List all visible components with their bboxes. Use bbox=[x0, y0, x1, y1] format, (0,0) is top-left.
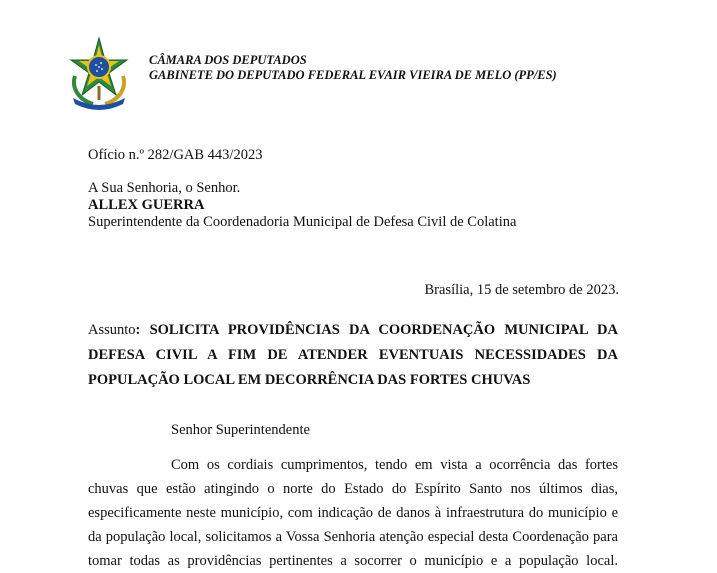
body-line-5: tomar todas as providências pertinentes a socorrer o município e a população local. bbox=[88, 553, 618, 569]
recipient-block bbox=[88, 180, 516, 231]
recipient-name: ALLEX GUERRA bbox=[88, 197, 205, 213]
salutation: Senhor Superintendente bbox=[171, 422, 310, 438]
body-paragraph bbox=[88, 453, 618, 573]
subject-label: Assunto bbox=[88, 322, 136, 338]
body-line-2: chuvas que estão atingindo o norte do Estado do Espírito Santo nos últimos dias, bbox=[88, 481, 618, 497]
recipient-title: Superintendente da Coordenadoria Municipal de Defesa Civil de Colatina bbox=[88, 214, 517, 230]
body-line-4: da população local, solicitamos a Vossa Senhoria atenção especial desta Coordenação para bbox=[88, 529, 618, 545]
document-date: Brasília, 15 de setembro de 2023. bbox=[424, 282, 619, 298]
subject-line-1: SOLICITA PROVIDÊNCIAS DA COORDENAÇÃO MUNICIPAL DA bbox=[149, 322, 618, 338]
subject-line-3: POPULAÇÃO LOCAL EM DECORRÊNCIA DAS FORTES CHUVAS bbox=[88, 372, 531, 388]
document-reference: Ofício n.º 282/GAB 443/2023 bbox=[88, 147, 263, 163]
subject-block bbox=[88, 318, 618, 393]
letterhead-line-2: GABINETE DO DEPUTADO FEDERAL EVAIR VIEIRA DE MELO (PP/ES) bbox=[149, 68, 557, 82]
subject-colon: : bbox=[135, 322, 141, 338]
letterhead-line-1: CÂMARA DOS DEPUTADOS bbox=[149, 53, 307, 67]
recipient-line: A Sua Senhoria, o Senhor. bbox=[88, 180, 241, 196]
body-line-1: Com os cordiais cumprimentos, tendo em vista a ocorrência das fortes bbox=[171, 457, 618, 473]
subject-line-2: DEFESA CIVIL A FIM DE ATENDER EVENTUAIS NECESSIDADES DA bbox=[88, 347, 618, 363]
body-line-3: especificamente neste município, com indicação de danos à infraestrutura do município e bbox=[88, 505, 618, 521]
letterhead bbox=[149, 53, 557, 83]
brazil-coat-of-arms-icon bbox=[67, 36, 131, 110]
